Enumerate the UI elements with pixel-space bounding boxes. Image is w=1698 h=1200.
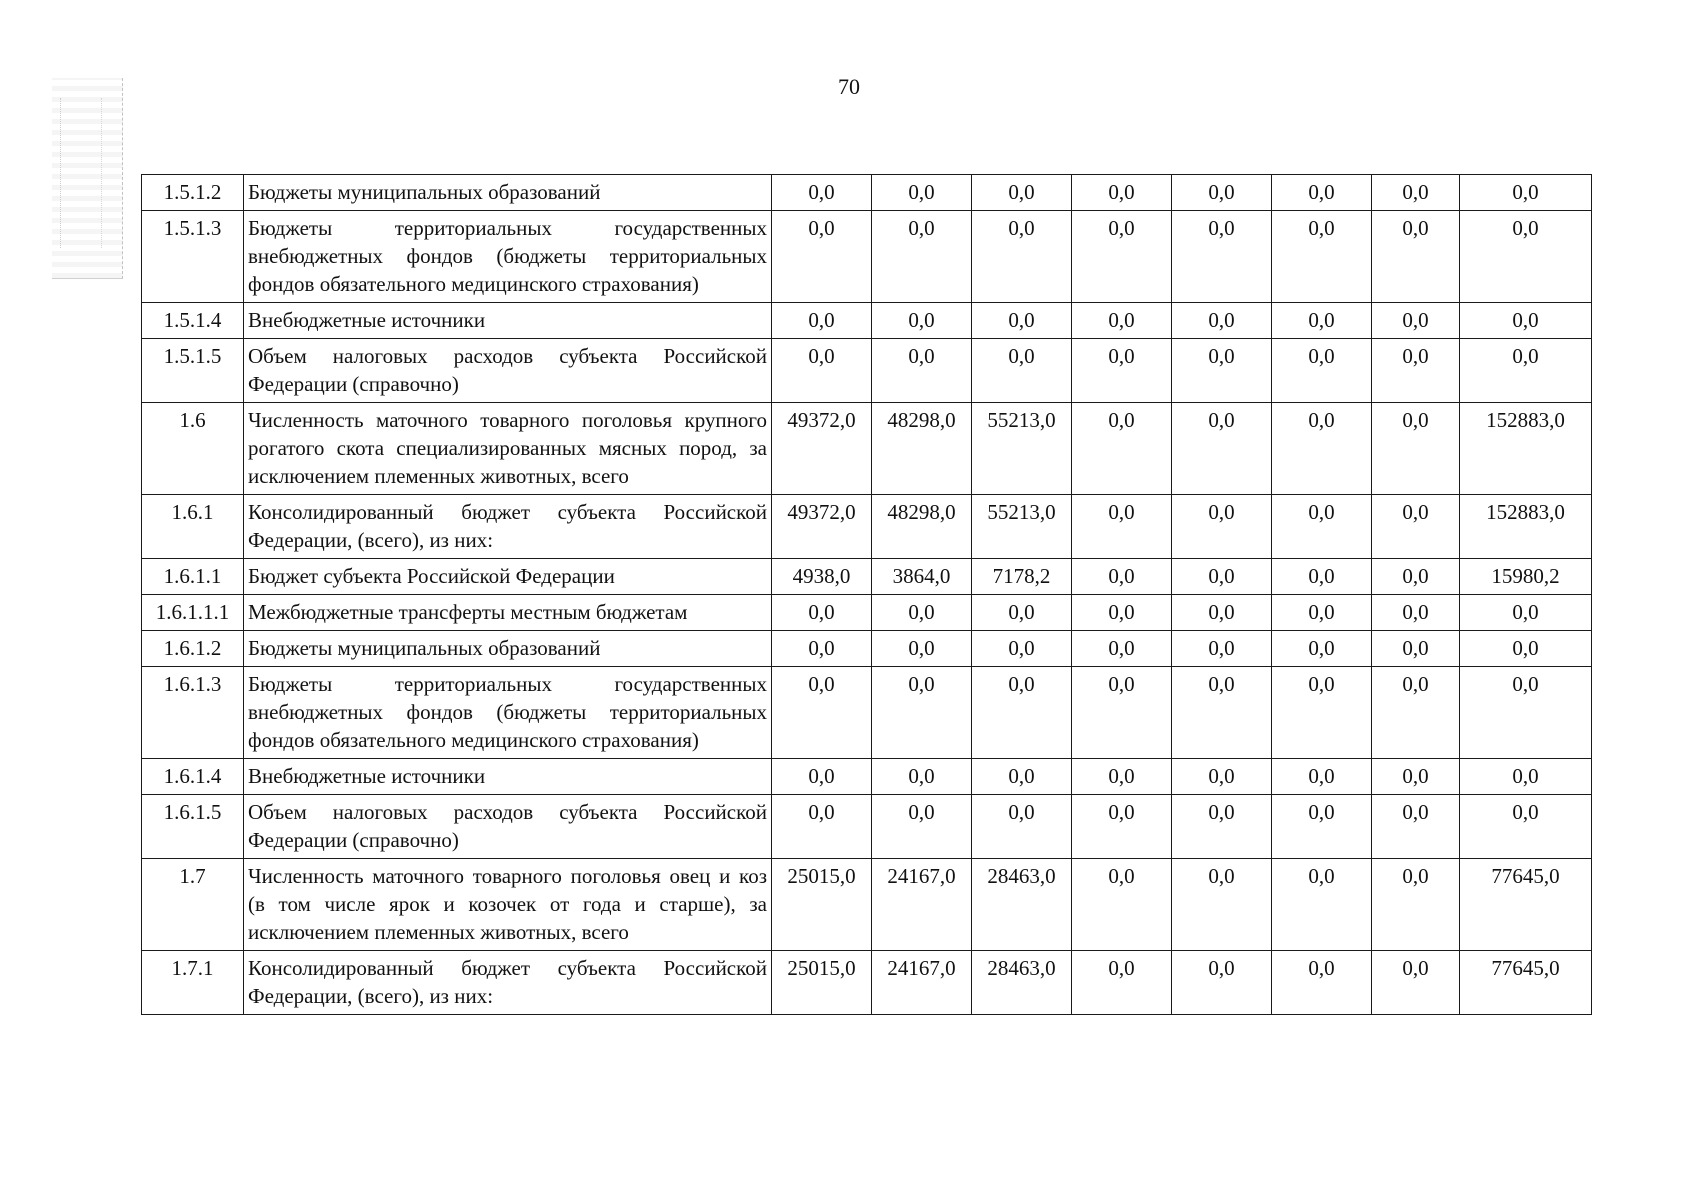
value-cell: 0,0 xyxy=(1372,495,1460,559)
scan-margin-artifact xyxy=(52,78,123,279)
value-cell: 0,0 xyxy=(772,339,872,403)
table-row xyxy=(142,631,1592,667)
table-row xyxy=(142,559,1592,595)
row-name-cell: Внебюджетные источники xyxy=(244,759,772,795)
value-cell: 28463,0 xyxy=(972,859,1072,951)
value-cell: 0,0 xyxy=(1272,859,1372,951)
budget-table-container xyxy=(141,174,1592,1015)
value-cell: 0,0 xyxy=(1372,759,1460,795)
value-cell: 0,0 xyxy=(972,795,1072,859)
value-cell: 0,0 xyxy=(772,631,872,667)
row-name-cell: Бюджеты муниципальных образований xyxy=(244,631,772,667)
row-name-cell: Объем налоговых расходов субъекта Российской Федерации (справочно) xyxy=(244,339,772,403)
table-row xyxy=(142,667,1592,759)
value-cell: 0,0 xyxy=(1272,667,1372,759)
table-row xyxy=(142,175,1592,211)
value-cell: 0,0 xyxy=(1372,559,1460,595)
value-cell: 0,0 xyxy=(1272,339,1372,403)
value-cell: 7178,2 xyxy=(972,559,1072,595)
value-cell: 55213,0 xyxy=(972,495,1072,559)
value-cell: 0,0 xyxy=(1460,795,1592,859)
value-cell: 152883,0 xyxy=(1460,495,1592,559)
table-row xyxy=(142,495,1592,559)
value-cell: 0,0 xyxy=(1072,859,1172,951)
value-cell: 0,0 xyxy=(1460,303,1592,339)
value-cell: 0,0 xyxy=(872,211,972,303)
value-cell: 0,0 xyxy=(1460,631,1592,667)
value-cell: 0,0 xyxy=(872,595,972,631)
row-code-cell: 1.6.1.4 xyxy=(142,759,244,795)
value-cell: 0,0 xyxy=(872,631,972,667)
table-row xyxy=(142,595,1592,631)
value-cell: 0,0 xyxy=(1272,795,1372,859)
row-code-cell: 1.6.1.2 xyxy=(142,631,244,667)
value-cell: 0,0 xyxy=(872,175,972,211)
value-cell: 0,0 xyxy=(972,339,1072,403)
table-row xyxy=(142,303,1592,339)
value-cell: 0,0 xyxy=(1172,339,1272,403)
row-name-cell: Бюджеты территориальных государственных внебюджетных фондов (бюджеты территориальных фондов обязательного медицинского страхования) xyxy=(244,211,772,303)
value-cell: 24167,0 xyxy=(872,951,972,1015)
value-cell: 0,0 xyxy=(1272,951,1372,1015)
value-cell: 0,0 xyxy=(1272,175,1372,211)
value-cell: 0,0 xyxy=(1372,795,1460,859)
value-cell: 3864,0 xyxy=(872,559,972,595)
table-row xyxy=(142,403,1592,495)
table-body xyxy=(142,175,1592,1015)
value-cell: 0,0 xyxy=(1172,795,1272,859)
page-number: 70 xyxy=(838,74,860,99)
row-name-cell: Внебюджетные источники xyxy=(244,303,772,339)
row-code-cell: 1.5.1.3 xyxy=(142,211,244,303)
value-cell: 0,0 xyxy=(1072,211,1172,303)
value-cell: 77645,0 xyxy=(1460,859,1592,951)
value-cell: 0,0 xyxy=(972,631,1072,667)
value-cell: 49372,0 xyxy=(772,495,872,559)
value-cell: 55213,0 xyxy=(972,403,1072,495)
value-cell: 0,0 xyxy=(1172,595,1272,631)
table-row xyxy=(142,759,1592,795)
value-cell: 0,0 xyxy=(1172,403,1272,495)
row-name-cell: Объем налоговых расходов субъекта Российской Федерации (справочно) xyxy=(244,795,772,859)
value-cell: 0,0 xyxy=(1172,759,1272,795)
value-cell: 0,0 xyxy=(1172,667,1272,759)
value-cell: 0,0 xyxy=(872,303,972,339)
value-cell: 0,0 xyxy=(972,175,1072,211)
row-code-cell: 1.6.1.1.1 xyxy=(142,595,244,631)
value-cell: 0,0 xyxy=(1172,495,1272,559)
value-cell: 0,0 xyxy=(1460,595,1592,631)
value-cell: 0,0 xyxy=(1072,595,1172,631)
value-cell: 0,0 xyxy=(1460,759,1592,795)
value-cell: 0,0 xyxy=(1072,303,1172,339)
row-code-cell: 1.6.1.1 xyxy=(142,559,244,595)
value-cell: 0,0 xyxy=(972,595,1072,631)
row-code-cell: 1.5.1.4 xyxy=(142,303,244,339)
value-cell: 0,0 xyxy=(1372,175,1460,211)
value-cell: 0,0 xyxy=(872,667,972,759)
value-cell: 0,0 xyxy=(972,759,1072,795)
row-name-cell: Консолидированный бюджет субъекта Российской Федерации, (всего), из них: xyxy=(244,951,772,1015)
value-cell: 152883,0 xyxy=(1460,403,1592,495)
value-cell: 0,0 xyxy=(1072,495,1172,559)
value-cell: 0,0 xyxy=(1172,211,1272,303)
value-cell: 0,0 xyxy=(972,303,1072,339)
value-cell: 0,0 xyxy=(772,211,872,303)
value-cell: 0,0 xyxy=(1272,303,1372,339)
value-cell: 0,0 xyxy=(1272,759,1372,795)
value-cell: 0,0 xyxy=(1072,339,1172,403)
value-cell: 0,0 xyxy=(1372,339,1460,403)
row-code-cell: 1.6.1.3 xyxy=(142,667,244,759)
value-cell: 0,0 xyxy=(1372,631,1460,667)
value-cell: 0,0 xyxy=(772,759,872,795)
row-code-cell: 1.7 xyxy=(142,859,244,951)
row-name-cell: Бюджеты территориальных государственных внебюджетных фондов (бюджеты территориальных фондов обязательного медицинского страхования) xyxy=(244,667,772,759)
value-cell: 0,0 xyxy=(1172,859,1272,951)
value-cell: 0,0 xyxy=(1460,339,1592,403)
value-cell: 25015,0 xyxy=(772,859,872,951)
value-cell: 0,0 xyxy=(772,595,872,631)
row-code-cell: 1.6.1.5 xyxy=(142,795,244,859)
row-name-cell: Бюджеты муниципальных образований xyxy=(244,175,772,211)
value-cell: 0,0 xyxy=(1072,175,1172,211)
value-cell: 0,0 xyxy=(1172,175,1272,211)
value-cell: 48298,0 xyxy=(872,403,972,495)
value-cell: 0,0 xyxy=(1072,559,1172,595)
value-cell: 0,0 xyxy=(1072,795,1172,859)
value-cell: 0,0 xyxy=(772,303,872,339)
value-cell: 0,0 xyxy=(1460,175,1592,211)
value-cell: 0,0 xyxy=(972,667,1072,759)
value-cell: 0,0 xyxy=(872,759,972,795)
value-cell: 0,0 xyxy=(772,175,872,211)
value-cell: 0,0 xyxy=(1372,211,1460,303)
value-cell: 0,0 xyxy=(872,795,972,859)
row-name-cell: Межбюджетные трансферты местным бюджетам xyxy=(244,595,772,631)
value-cell: 0,0 xyxy=(1072,951,1172,1015)
value-cell: 0,0 xyxy=(1072,631,1172,667)
value-cell: 0,0 xyxy=(1372,951,1460,1015)
value-cell: 0,0 xyxy=(1272,211,1372,303)
row-name-cell: Бюджет субъекта Российской Федерации xyxy=(244,559,772,595)
value-cell: 0,0 xyxy=(1172,631,1272,667)
value-cell: 0,0 xyxy=(1072,667,1172,759)
row-code-cell: 1.7.1 xyxy=(142,951,244,1015)
value-cell: 0,0 xyxy=(1272,559,1372,595)
value-cell: 0,0 xyxy=(972,211,1072,303)
row-code-cell: 1.5.1.2 xyxy=(142,175,244,211)
value-cell: 0,0 xyxy=(1372,403,1460,495)
value-cell: 0,0 xyxy=(1372,595,1460,631)
row-name-cell: Численность маточного товарного поголовья овец и коз (в том числе ярок и козочек от года и старше), за исключением племенных животных, всего xyxy=(244,859,772,951)
value-cell: 0,0 xyxy=(772,795,872,859)
row-code-cell: 1.6.1 xyxy=(142,495,244,559)
row-name-cell: Консолидированный бюджет субъекта Российской Федерации, (всего), из них: xyxy=(244,495,772,559)
value-cell: 0,0 xyxy=(772,667,872,759)
value-cell: 28463,0 xyxy=(972,951,1072,1015)
row-code-cell: 1.6 xyxy=(142,403,244,495)
value-cell: 0,0 xyxy=(1172,951,1272,1015)
value-cell: 0,0 xyxy=(1072,759,1172,795)
value-cell: 0,0 xyxy=(1460,211,1592,303)
value-cell: 48298,0 xyxy=(872,495,972,559)
value-cell: 0,0 xyxy=(1272,495,1372,559)
budget-table xyxy=(141,174,1592,1015)
value-cell: 77645,0 xyxy=(1460,951,1592,1015)
row-name-cell: Численность маточного товарного поголовья крупного рогатого скота специализированных мясных пород, за исключением племенных животных, всего xyxy=(244,403,772,495)
value-cell: 0,0 xyxy=(1272,403,1372,495)
value-cell: 0,0 xyxy=(1372,859,1460,951)
table-row xyxy=(142,795,1592,859)
value-cell: 24167,0 xyxy=(872,859,972,951)
table-row xyxy=(142,339,1592,403)
table-row xyxy=(142,859,1592,951)
value-cell: 4938,0 xyxy=(772,559,872,595)
value-cell: 0,0 xyxy=(1072,403,1172,495)
value-cell: 0,0 xyxy=(1172,559,1272,595)
value-cell: 0,0 xyxy=(1272,631,1372,667)
value-cell: 49372,0 xyxy=(772,403,872,495)
value-cell: 0,0 xyxy=(1172,303,1272,339)
value-cell: 0,0 xyxy=(1460,667,1592,759)
value-cell: 0,0 xyxy=(1372,667,1460,759)
value-cell: 0,0 xyxy=(1372,303,1460,339)
table-row xyxy=(142,211,1592,303)
value-cell: 25015,0 xyxy=(772,951,872,1015)
value-cell: 0,0 xyxy=(872,339,972,403)
value-cell: 15980,2 xyxy=(1460,559,1592,595)
value-cell: 0,0 xyxy=(1272,595,1372,631)
row-code-cell: 1.5.1.5 xyxy=(142,339,244,403)
table-row xyxy=(142,951,1592,1015)
